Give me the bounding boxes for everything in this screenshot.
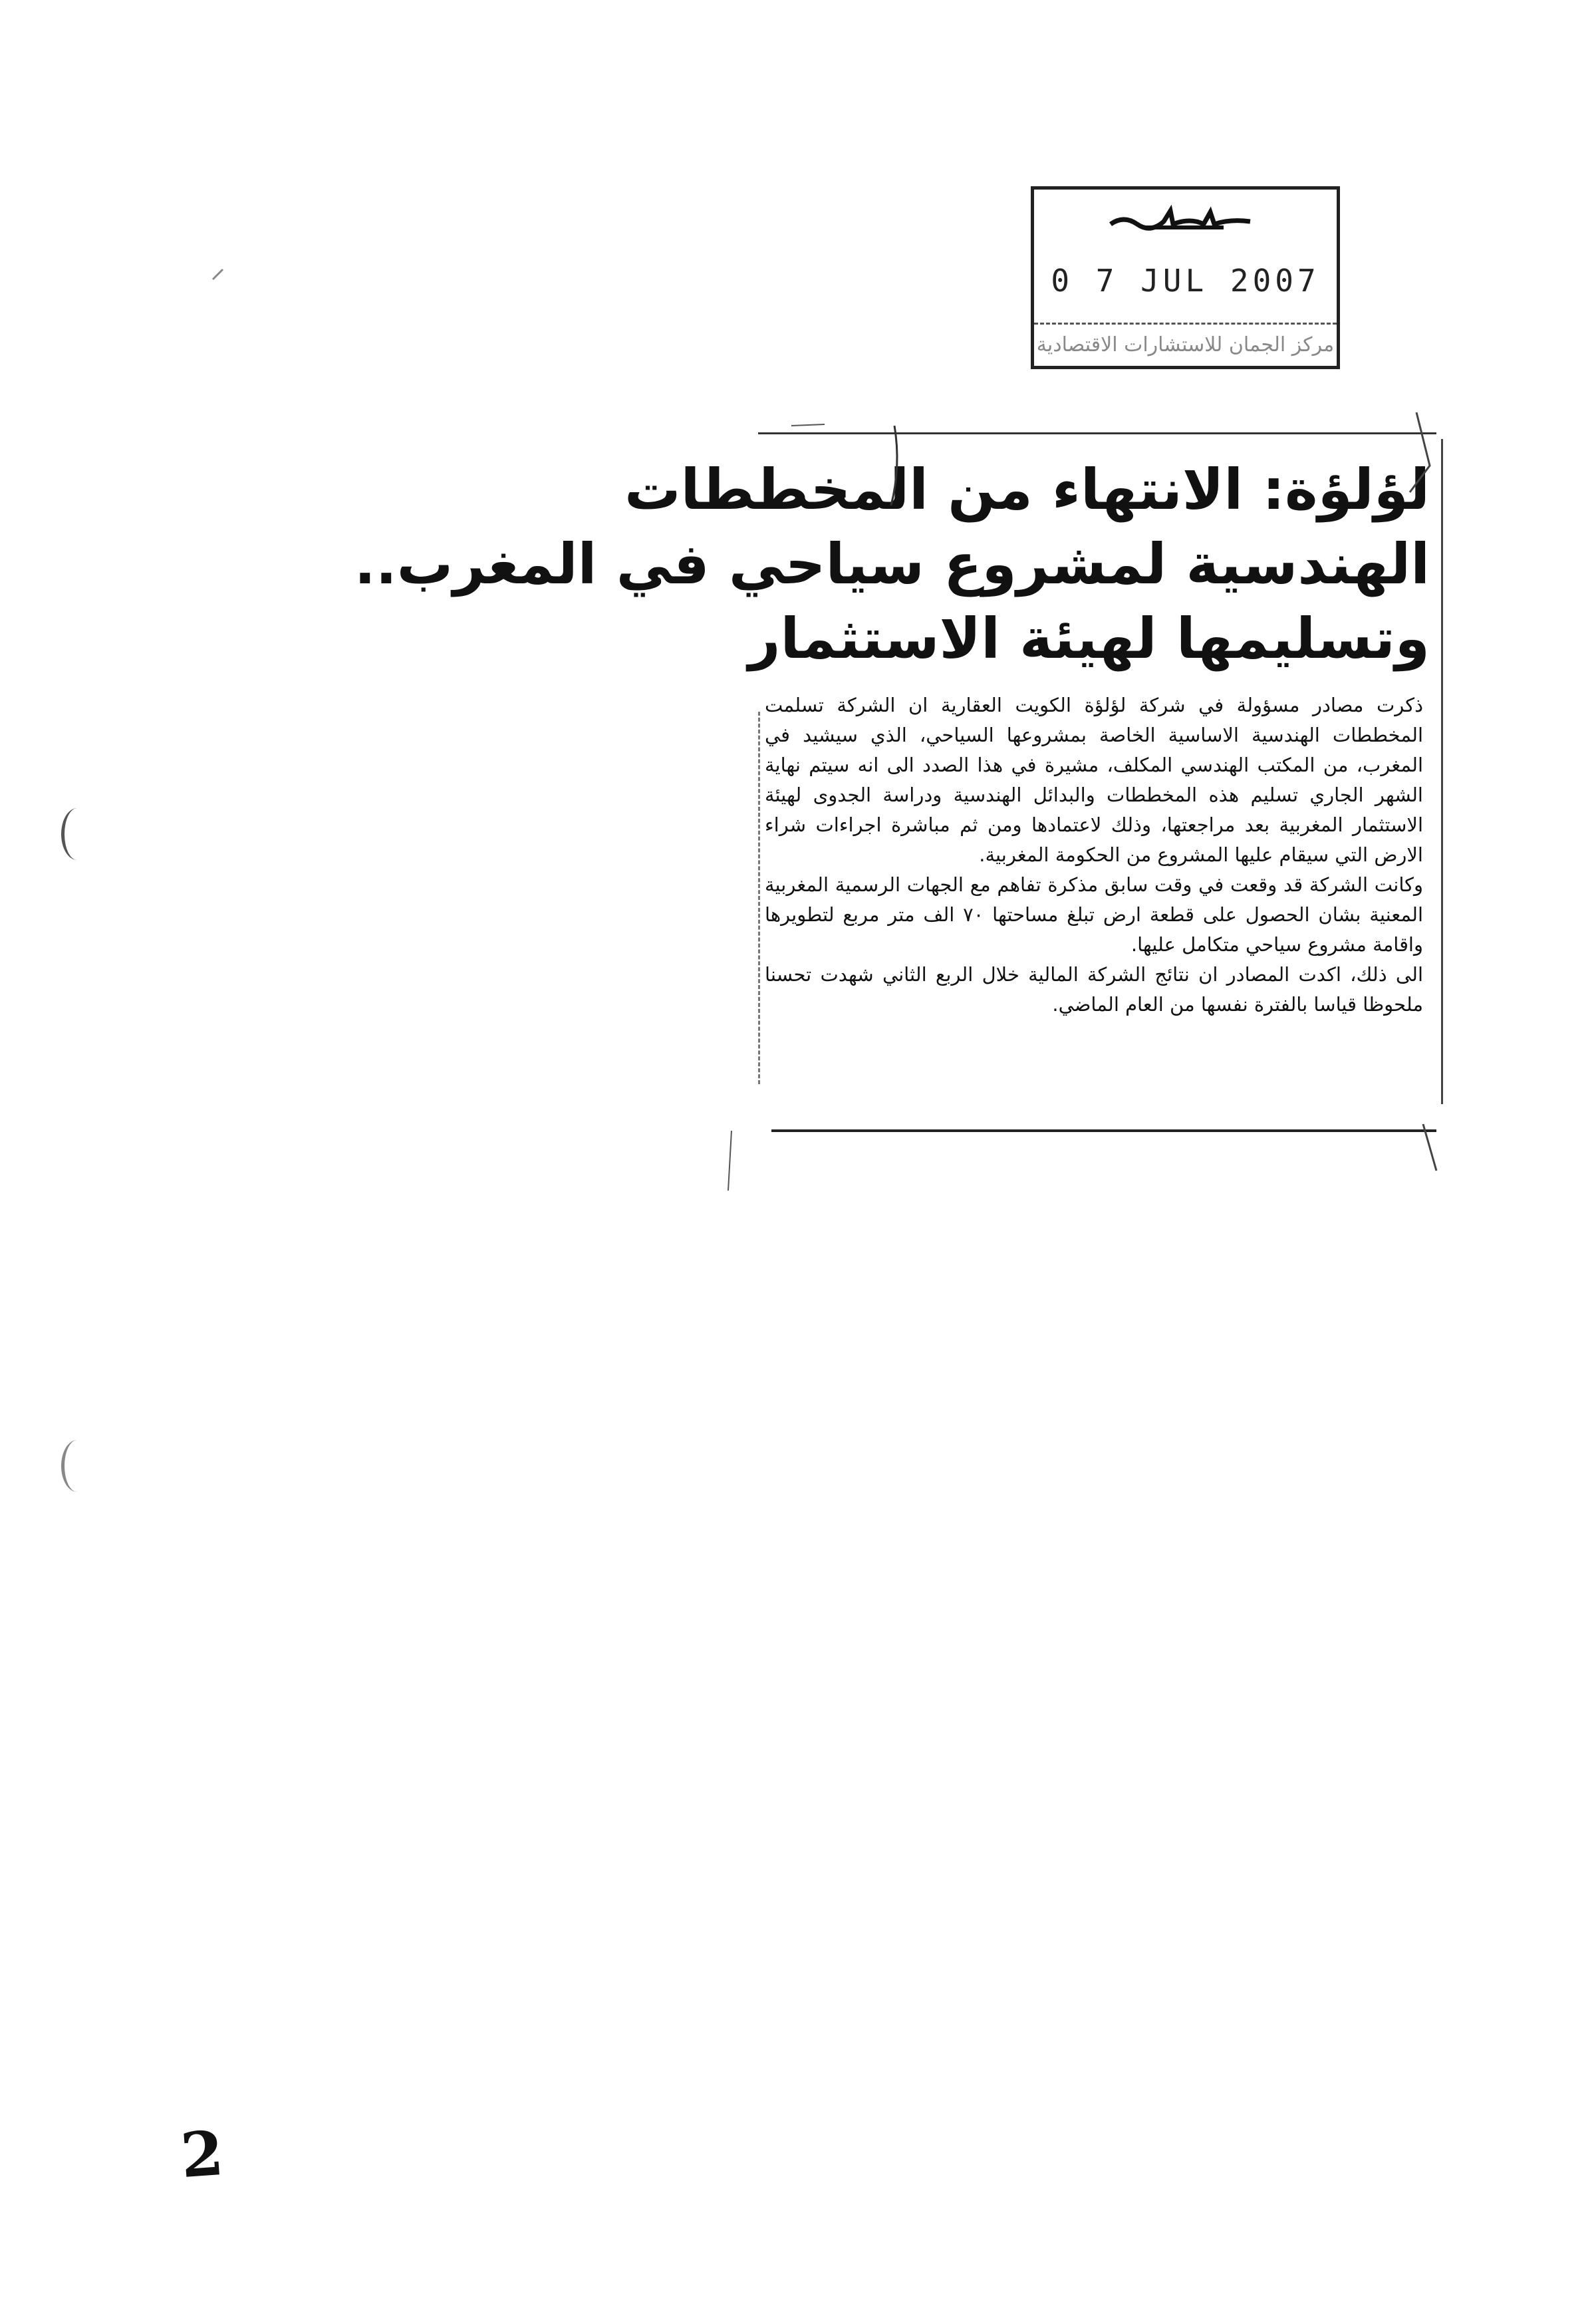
article-paragraph: وكانت الشركة قد وقعت في وقت سابق مذكرة تفاهم مع الجهات الرسمية المغربية المعنية بشان الحصول على قطعة ارض تبلغ مساحتها ٧٠ الف متر مربع لتطويرها واقامة مشروع سياحي متكامل عليها. [765,873,1424,956]
stamp-footer-text: مركز الجمان للاستشارات الاقتصادية [1034,323,1337,366]
headline-line: لؤلؤة: الانتهاء من المخططات [624,457,1430,522]
headline-line: وتسليمها لهيئة الاستثمار [748,606,1430,671]
clipping-left-border [758,712,761,1084]
punch-hole [61,1440,93,1492]
clipping-right-border [1441,439,1443,1104]
headline-line: الهندسية لمشروع سياحي في المغرب.. [354,531,1430,597]
clipping-top-border [758,432,1436,434]
page-number: 2 [178,2116,226,2192]
punch-hole [61,808,93,860]
newspaper-masthead-logo [1104,202,1257,233]
date-stamp [1031,186,1340,369]
clipping-bottom-border [771,1129,1436,1132]
article-body [765,690,1423,1020]
stamp-date: 0 7 JUL 2007 [1051,263,1320,299]
article-paragraph: ذكرت مصادر مسؤولة في شركة لؤلؤة الكويت العقارية ان الشركة تسلمت المخططات الهندسية الاساسية الخاصة بمشروعها السياحي، الذي سيشيد في المغرب، من المكتب الهندسي المكلف، مشيرة في هذا الصدد الى انه سيتم نهاية الشهر الجاري تسليم هذه المخططات والبدائل الهندسية ودراسة الجدوى لهيئة الاستثمار المغربية بعد مراجعتها، وذلك لاعتمادها ومن ثم مباشرة اجراءات شراء الارض التي سيقام عليها المشروع من الحكومة المغربية. [765,694,1423,866]
article-headline [354,452,1430,676]
article-paragraph: الى ذلك، اكدت المصادر ان نتائج الشركة المالية خلال الربع الثاني شهدت تحسنا ملحوظا قياسا بالفترة نفسها من العام الماضي. [765,963,1423,1016]
article-clipping [354,432,1443,1137]
